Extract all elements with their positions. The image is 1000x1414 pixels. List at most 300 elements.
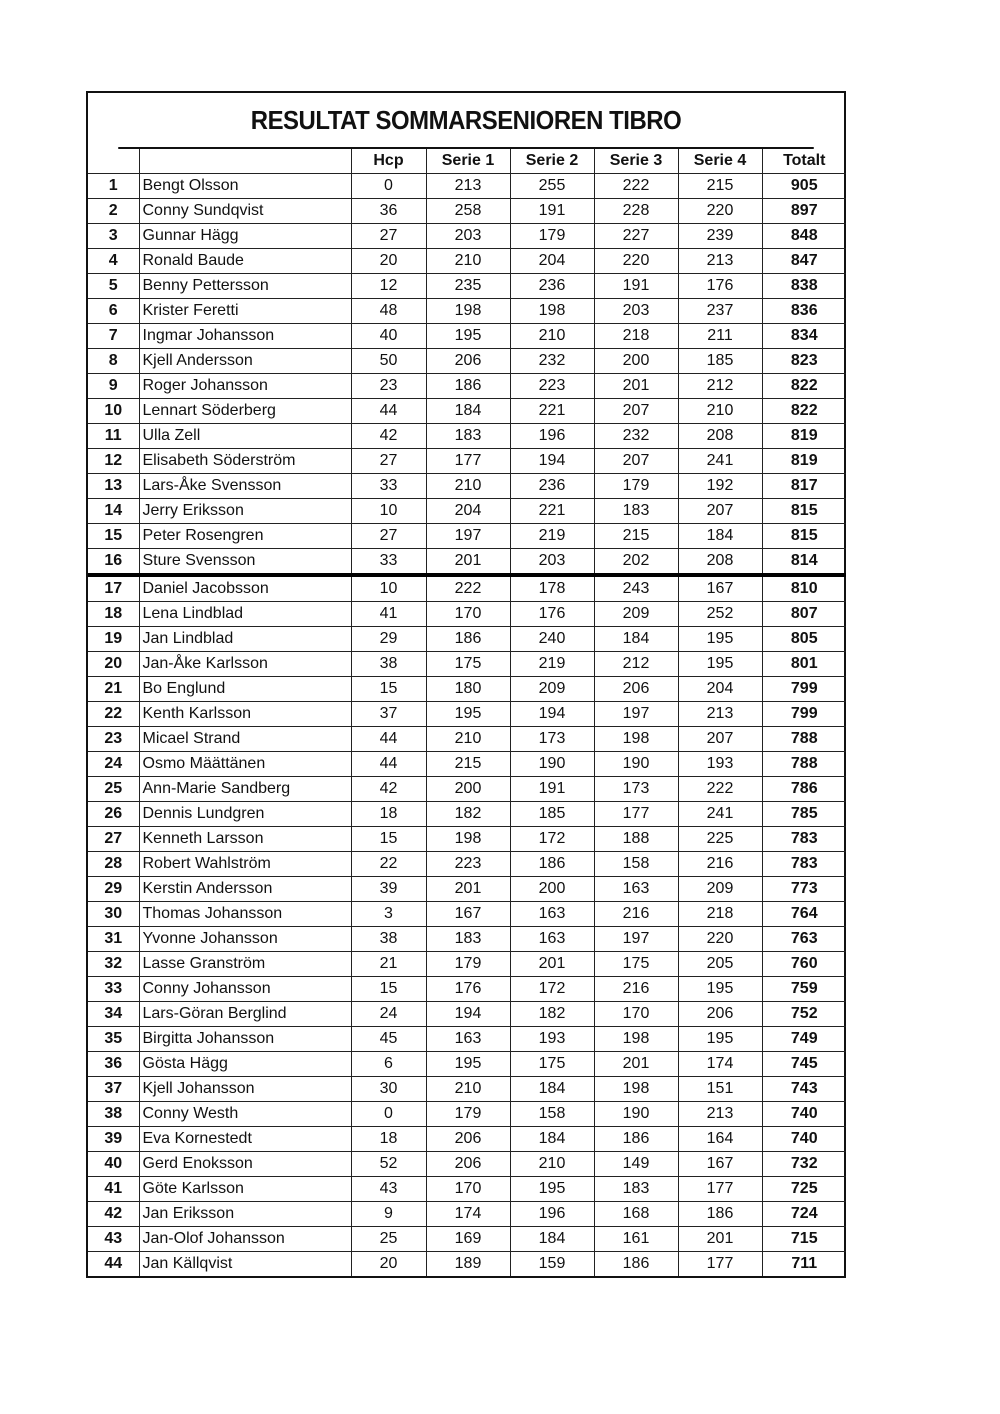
- serie-2-cell: 196: [510, 424, 594, 449]
- header-total: Totalt: [762, 149, 846, 174]
- serie-3-cell: 191: [594, 274, 678, 299]
- total-cell: 760: [762, 952, 846, 977]
- header-serie-2: Serie 2: [510, 149, 594, 174]
- player-name: Dennis Lundgren: [139, 802, 351, 827]
- serie-4-cell: 204: [678, 677, 762, 702]
- hcp-cell: 30: [351, 1077, 426, 1102]
- table-row: [88, 877, 846, 902]
- table-row: [88, 524, 846, 549]
- hcp-cell: 6: [351, 1052, 426, 1077]
- hcp-cell: 23: [351, 374, 426, 399]
- serie-1-cell: 169: [426, 1227, 510, 1252]
- table-row: [88, 1252, 846, 1277]
- player-name: Birgitta Johansson: [139, 1027, 351, 1052]
- serie-3-cell: 158: [594, 852, 678, 877]
- serie-3-cell: 202: [594, 549, 678, 576]
- rank-cell: 35: [88, 1027, 139, 1052]
- table-row: [88, 627, 846, 652]
- player-name: Osmo Määttänen: [139, 752, 351, 777]
- player-name: Sture Svensson: [139, 549, 351, 576]
- serie-4-cell: 237: [678, 299, 762, 324]
- serie-3-cell: 197: [594, 702, 678, 727]
- serie-2-cell: 210: [510, 1152, 594, 1177]
- header-rank: [88, 149, 139, 174]
- serie-2-cell: 201: [510, 952, 594, 977]
- serie-1-cell: 197: [426, 524, 510, 549]
- total-cell: 785: [762, 802, 846, 827]
- serie-2-cell: 163: [510, 927, 594, 952]
- total-cell: 724: [762, 1202, 846, 1227]
- serie-2-cell: 210: [510, 324, 594, 349]
- table-row: [88, 852, 846, 877]
- serie-1-cell: 201: [426, 877, 510, 902]
- rank-cell: 24: [88, 752, 139, 777]
- serie-4-cell: 210: [678, 399, 762, 424]
- player-name: Kenneth Larsson: [139, 827, 351, 852]
- total-cell: 745: [762, 1052, 846, 1077]
- total-cell: 783: [762, 827, 846, 852]
- table-row: [88, 249, 846, 274]
- serie-2-cell: 191: [510, 777, 594, 802]
- rank-cell: 9: [88, 374, 139, 399]
- serie-3-cell: 173: [594, 777, 678, 802]
- serie-3-cell: 203: [594, 299, 678, 324]
- serie-4-cell: 225: [678, 827, 762, 852]
- serie-2-cell: 184: [510, 1227, 594, 1252]
- rank-cell: 14: [88, 499, 139, 524]
- rank-cell: 2: [88, 199, 139, 224]
- serie-4-cell: 193: [678, 752, 762, 777]
- table-row: [88, 677, 846, 702]
- hcp-cell: 20: [351, 1252, 426, 1277]
- serie-2-cell: 204: [510, 249, 594, 274]
- serie-2-cell: 236: [510, 274, 594, 299]
- player-name: Bo Englund: [139, 677, 351, 702]
- serie-4-cell: 151: [678, 1077, 762, 1102]
- serie-2-cell: 159: [510, 1252, 594, 1277]
- player-name: Peter Rosengren: [139, 524, 351, 549]
- serie-3-cell: 206: [594, 677, 678, 702]
- serie-1-cell: 195: [426, 1052, 510, 1077]
- serie-1-cell: 186: [426, 374, 510, 399]
- hcp-cell: 44: [351, 399, 426, 424]
- serie-3-cell: 218: [594, 324, 678, 349]
- serie-2-cell: 221: [510, 499, 594, 524]
- player-name: Micael Strand: [139, 727, 351, 752]
- total-cell: 752: [762, 1002, 846, 1027]
- table-row: [88, 827, 846, 852]
- serie-2-cell: 184: [510, 1077, 594, 1102]
- hcp-cell: 37: [351, 702, 426, 727]
- hcp-cell: 38: [351, 652, 426, 677]
- total-cell: 905: [762, 174, 846, 199]
- serie-3-cell: 222: [594, 174, 678, 199]
- serie-2-cell: 182: [510, 1002, 594, 1027]
- serie-1-cell: 210: [426, 249, 510, 274]
- serie-3-cell: 232: [594, 424, 678, 449]
- serie-2-cell: 223: [510, 374, 594, 399]
- serie-2-cell: 172: [510, 977, 594, 1002]
- serie-1-cell: 201: [426, 549, 510, 576]
- rank-cell: 28: [88, 852, 139, 877]
- rank-cell: 3: [88, 224, 139, 249]
- serie-1-cell: 177: [426, 449, 510, 474]
- total-cell: 740: [762, 1102, 846, 1127]
- hcp-cell: 42: [351, 424, 426, 449]
- hcp-cell: 18: [351, 802, 426, 827]
- hcp-cell: 45: [351, 1027, 426, 1052]
- serie-1-cell: 175: [426, 652, 510, 677]
- total-cell: 819: [762, 424, 846, 449]
- total-cell: 848: [762, 224, 846, 249]
- serie-1-cell: 167: [426, 902, 510, 927]
- player-name: Jan Lindblad: [139, 627, 351, 652]
- serie-1-cell: 170: [426, 602, 510, 627]
- page-title: RESULTAT SOMMARSENIOREN TIBRO: [118, 93, 814, 149]
- serie-3-cell: 212: [594, 652, 678, 677]
- serie-3-cell: 243: [594, 575, 678, 602]
- rank-cell: 11: [88, 424, 139, 449]
- total-cell: 725: [762, 1177, 846, 1202]
- table-row: [88, 349, 846, 374]
- hcp-cell: 50: [351, 349, 426, 374]
- serie-1-cell: 179: [426, 1102, 510, 1127]
- hcp-cell: 52: [351, 1152, 426, 1177]
- hcp-cell: 44: [351, 752, 426, 777]
- player-name: Jan Eriksson: [139, 1202, 351, 1227]
- hcp-cell: 9: [351, 1202, 426, 1227]
- total-cell: 743: [762, 1077, 846, 1102]
- total-cell: 822: [762, 374, 846, 399]
- serie-3-cell: 216: [594, 977, 678, 1002]
- serie-4-cell: 218: [678, 902, 762, 927]
- hcp-cell: 12: [351, 274, 426, 299]
- rank-cell: 25: [88, 777, 139, 802]
- total-cell: 814: [762, 549, 846, 576]
- serie-2-cell: 193: [510, 1027, 594, 1052]
- rank-cell: 19: [88, 627, 139, 652]
- serie-3-cell: 149: [594, 1152, 678, 1177]
- player-name: Gösta Hägg: [139, 1052, 351, 1077]
- serie-3-cell: 177: [594, 802, 678, 827]
- rank-cell: 7: [88, 324, 139, 349]
- hcp-cell: 40: [351, 324, 426, 349]
- results-body: [88, 174, 846, 1277]
- table-row: [88, 199, 846, 224]
- serie-3-cell: 186: [594, 1127, 678, 1152]
- rank-cell: 40: [88, 1152, 139, 1177]
- serie-1-cell: 186: [426, 627, 510, 652]
- table-row: [88, 449, 846, 474]
- serie-1-cell: 235: [426, 274, 510, 299]
- table-row: [88, 1202, 846, 1227]
- serie-4-cell: 220: [678, 199, 762, 224]
- serie-3-cell: 216: [594, 902, 678, 927]
- hcp-cell: 48: [351, 299, 426, 324]
- serie-1-cell: 163: [426, 1027, 510, 1052]
- serie-1-cell: 180: [426, 677, 510, 702]
- total-cell: 801: [762, 652, 846, 677]
- player-name: Benny Pettersson: [139, 274, 351, 299]
- serie-2-cell: 255: [510, 174, 594, 199]
- total-cell: 715: [762, 1227, 846, 1252]
- hcp-cell: 22: [351, 852, 426, 877]
- serie-3-cell: 184: [594, 627, 678, 652]
- total-cell: 823: [762, 349, 846, 374]
- header-serie-3: Serie 3: [594, 149, 678, 174]
- rank-cell: 44: [88, 1252, 139, 1277]
- serie-1-cell: 204: [426, 499, 510, 524]
- serie-4-cell: 239: [678, 224, 762, 249]
- serie-3-cell: 207: [594, 449, 678, 474]
- serie-4-cell: 174: [678, 1052, 762, 1077]
- total-cell: 764: [762, 902, 846, 927]
- player-name: Kerstin Andersson: [139, 877, 351, 902]
- serie-1-cell: 195: [426, 324, 510, 349]
- serie-4-cell: 252: [678, 602, 762, 627]
- serie-3-cell: 183: [594, 499, 678, 524]
- total-cell: 732: [762, 1152, 846, 1177]
- rank-cell: 21: [88, 677, 139, 702]
- hcp-cell: 33: [351, 474, 426, 499]
- table-row: [88, 299, 846, 324]
- serie-3-cell: 215: [594, 524, 678, 549]
- player-name: Jan Källqvist: [139, 1252, 351, 1277]
- serie-1-cell: 223: [426, 852, 510, 877]
- header-name: [139, 149, 351, 174]
- table-row: [88, 1002, 846, 1027]
- hcp-cell: 27: [351, 449, 426, 474]
- player-name: Jan-Olof Johansson: [139, 1227, 351, 1252]
- rank-cell: 34: [88, 1002, 139, 1027]
- serie-1-cell: 176: [426, 977, 510, 1002]
- serie-4-cell: 207: [678, 727, 762, 752]
- total-cell: 783: [762, 852, 846, 877]
- player-name: Lars-Åke Svensson: [139, 474, 351, 499]
- total-cell: 836: [762, 299, 846, 324]
- serie-4-cell: 177: [678, 1252, 762, 1277]
- serie-4-cell: 213: [678, 702, 762, 727]
- total-cell: 897: [762, 199, 846, 224]
- player-name: Kjell Johansson: [139, 1077, 351, 1102]
- rank-cell: 41: [88, 1177, 139, 1202]
- rank-cell: 22: [88, 702, 139, 727]
- serie-1-cell: 195: [426, 702, 510, 727]
- player-name: Yvonne Johansson: [139, 927, 351, 952]
- player-name: Conny Johansson: [139, 977, 351, 1002]
- serie-2-cell: 194: [510, 702, 594, 727]
- serie-2-cell: 184: [510, 1127, 594, 1152]
- table-row: [88, 1152, 846, 1177]
- table-row: [88, 777, 846, 802]
- rank-cell: 26: [88, 802, 139, 827]
- total-cell: 807: [762, 602, 846, 627]
- serie-4-cell: 201: [678, 1227, 762, 1252]
- player-name: Elisabeth Söderström: [139, 449, 351, 474]
- total-cell: 788: [762, 727, 846, 752]
- serie-1-cell: 179: [426, 952, 510, 977]
- serie-1-cell: 222: [426, 575, 510, 602]
- serie-1-cell: 170: [426, 1177, 510, 1202]
- rank-cell: 18: [88, 602, 139, 627]
- rank-cell: 15: [88, 524, 139, 549]
- hcp-cell: 21: [351, 952, 426, 977]
- total-cell: 799: [762, 677, 846, 702]
- serie-3-cell: 161: [594, 1227, 678, 1252]
- serie-3-cell: 197: [594, 927, 678, 952]
- rank-cell: 10: [88, 399, 139, 424]
- rank-cell: 43: [88, 1227, 139, 1252]
- serie-2-cell: 158: [510, 1102, 594, 1127]
- serie-1-cell: 189: [426, 1252, 510, 1277]
- serie-1-cell: 198: [426, 827, 510, 852]
- hcp-cell: 25: [351, 1227, 426, 1252]
- table-row: [88, 1127, 846, 1152]
- player-name: Eva Kornestedt: [139, 1127, 351, 1152]
- hcp-cell: 15: [351, 827, 426, 852]
- hcp-cell: 3: [351, 902, 426, 927]
- player-name: Ingmar Johansson: [139, 324, 351, 349]
- serie-1-cell: 213: [426, 174, 510, 199]
- serie-3-cell: 207: [594, 399, 678, 424]
- rank-cell: 37: [88, 1077, 139, 1102]
- rank-cell: 32: [88, 952, 139, 977]
- table-row: [88, 902, 846, 927]
- hcp-cell: 33: [351, 549, 426, 576]
- total-cell: 799: [762, 702, 846, 727]
- rank-cell: 30: [88, 902, 139, 927]
- player-name: Gunnar Hägg: [139, 224, 351, 249]
- table-row: [88, 1177, 846, 1202]
- total-cell: 711: [762, 1252, 846, 1277]
- serie-2-cell: 196: [510, 1202, 594, 1227]
- results-table: [88, 149, 846, 1276]
- table-row: [88, 224, 846, 249]
- serie-2-cell: 185: [510, 802, 594, 827]
- serie-1-cell: 203: [426, 224, 510, 249]
- table-row: [88, 1102, 846, 1127]
- table-row: [88, 652, 846, 677]
- serie-4-cell: 241: [678, 802, 762, 827]
- table-row: [88, 324, 846, 349]
- hcp-cell: 10: [351, 499, 426, 524]
- hcp-cell: 15: [351, 977, 426, 1002]
- serie-3-cell: 168: [594, 1202, 678, 1227]
- total-cell: 805: [762, 627, 846, 652]
- serie-3-cell: 179: [594, 474, 678, 499]
- serie-3-cell: 200: [594, 349, 678, 374]
- serie-1-cell: 198: [426, 299, 510, 324]
- header-serie-1: Serie 1: [426, 149, 510, 174]
- table-row: [88, 499, 846, 524]
- serie-4-cell: 206: [678, 1002, 762, 1027]
- total-cell: 838: [762, 274, 846, 299]
- table-row: [88, 952, 846, 977]
- table-row: [88, 727, 846, 752]
- serie-4-cell: 167: [678, 1152, 762, 1177]
- table-row: [88, 602, 846, 627]
- serie-4-cell: 211: [678, 324, 762, 349]
- player-name: Conny Westh: [139, 1102, 351, 1127]
- serie-4-cell: 209: [678, 877, 762, 902]
- table-row: [88, 424, 846, 449]
- serie-3-cell: 198: [594, 1077, 678, 1102]
- serie-1-cell: 184: [426, 399, 510, 424]
- serie-4-cell: 195: [678, 627, 762, 652]
- serie-2-cell: 178: [510, 575, 594, 602]
- total-cell: 815: [762, 499, 846, 524]
- serie-1-cell: 215: [426, 752, 510, 777]
- serie-1-cell: 206: [426, 1152, 510, 1177]
- serie-3-cell: 175: [594, 952, 678, 977]
- serie-3-cell: 198: [594, 727, 678, 752]
- table-row: [88, 374, 846, 399]
- table-row: [88, 1052, 846, 1077]
- serie-2-cell: 219: [510, 652, 594, 677]
- player-name: Daniel Jacobsson: [139, 575, 351, 602]
- serie-2-cell: 176: [510, 602, 594, 627]
- player-name: Ronald Baude: [139, 249, 351, 274]
- serie-2-cell: 195: [510, 1177, 594, 1202]
- hcp-cell: 41: [351, 602, 426, 627]
- serie-4-cell: 195: [678, 1027, 762, 1052]
- serie-2-cell: 175: [510, 1052, 594, 1077]
- total-cell: 763: [762, 927, 846, 952]
- serie-1-cell: 194: [426, 1002, 510, 1027]
- serie-1-cell: 206: [426, 1127, 510, 1152]
- total-cell: 822: [762, 399, 846, 424]
- hcp-cell: 0: [351, 174, 426, 199]
- serie-4-cell: 212: [678, 374, 762, 399]
- hcp-cell: 24: [351, 1002, 426, 1027]
- total-cell: 834: [762, 324, 846, 349]
- serie-4-cell: 205: [678, 952, 762, 977]
- rank-cell: 12: [88, 449, 139, 474]
- serie-4-cell: 195: [678, 977, 762, 1002]
- serie-2-cell: 163: [510, 902, 594, 927]
- table-row: [88, 474, 846, 499]
- serie-2-cell: 191: [510, 199, 594, 224]
- total-cell: 788: [762, 752, 846, 777]
- player-name: Gerd Enoksson: [139, 1152, 351, 1177]
- rank-cell: 1: [88, 174, 139, 199]
- serie-2-cell: 200: [510, 877, 594, 902]
- serie-3-cell: 209: [594, 602, 678, 627]
- table-row: [88, 274, 846, 299]
- serie-4-cell: 207: [678, 499, 762, 524]
- rank-cell: 4: [88, 249, 139, 274]
- player-name: Ann-Marie Sandberg: [139, 777, 351, 802]
- serie-1-cell: 206: [426, 349, 510, 374]
- rank-cell: 5: [88, 274, 139, 299]
- serie-1-cell: 210: [426, 727, 510, 752]
- serie-4-cell: 241: [678, 449, 762, 474]
- player-name: Göte Karlsson: [139, 1177, 351, 1202]
- serie-3-cell: 228: [594, 199, 678, 224]
- rank-cell: 6: [88, 299, 139, 324]
- player-name: Kjell Andersson: [139, 349, 351, 374]
- hcp-cell: 29: [351, 627, 426, 652]
- rank-cell: 42: [88, 1202, 139, 1227]
- serie-4-cell: 192: [678, 474, 762, 499]
- hcp-cell: 27: [351, 524, 426, 549]
- serie-4-cell: 208: [678, 549, 762, 576]
- total-cell: 847: [762, 249, 846, 274]
- serie-3-cell: 190: [594, 1102, 678, 1127]
- player-name: Jan-Åke Karlsson: [139, 652, 351, 677]
- player-name: Krister Feretti: [139, 299, 351, 324]
- serie-2-cell: 232: [510, 349, 594, 374]
